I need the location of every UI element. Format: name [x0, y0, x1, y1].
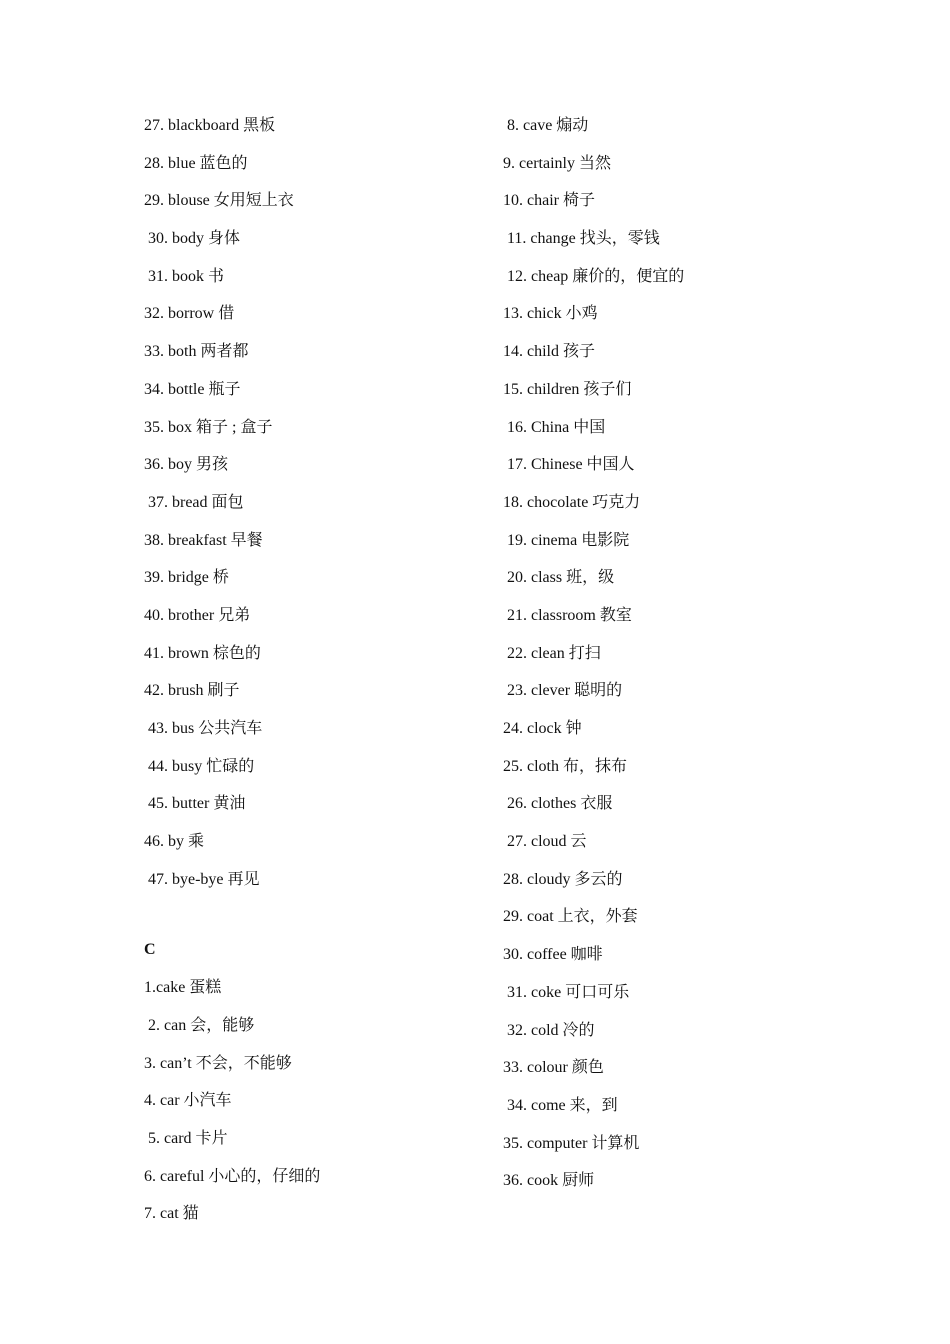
vocab-entry: 16. China 中国: [507, 418, 606, 436]
vocab-entry: 5. card 卡片: [148, 1129, 228, 1147]
section-spacer: [144, 905, 464, 938]
vocab-entry: 34. come 来，到: [507, 1096, 618, 1114]
vocab-entry: 28. blue 蓝色的: [144, 154, 248, 172]
vocab-entry: 3. can’t 不会，不能够: [144, 1054, 292, 1072]
vocab-entry: 45. butter 黄油: [148, 795, 246, 813]
vocab-entry: 43. bus 公共汽车: [148, 720, 263, 737]
vocab-entry: 30. body 身体: [148, 230, 241, 248]
vocab-entry: 9. certainly 当然: [503, 154, 611, 172]
vocab-entry: 30. coffee 咖啡: [503, 946, 603, 964]
vocab-entry: 36. boy 男孩: [144, 456, 229, 474]
vocab-entry: 27. blackboard 黑板: [144, 117, 276, 134]
vocab-entry: 14. child 孩子: [503, 343, 595, 361]
vocab-entry: 11. change 找头，零钱: [507, 230, 660, 248]
vocab-entry: 10. chair 椅子: [503, 192, 595, 210]
vocab-entry: 15. children 孩子们: [503, 380, 632, 398]
vocab-entry: 13. chick 小鸡: [503, 305, 598, 323]
vocab-entry: 33. colour 颜色: [503, 1059, 604, 1077]
vocab-entry: 32. borrow 借: [144, 305, 235, 323]
vocab-entry: 39. bridge 桥: [144, 569, 229, 587]
vocab-entry: 20. class 班，级: [507, 569, 615, 587]
vocab-entry: 32. cold 冷的: [507, 1021, 595, 1039]
vocab-entry: 41. brown 棕色的: [144, 644, 261, 662]
vocab-entry: 28. cloudy 多云的: [503, 870, 623, 888]
vocab-entry: 6. careful 小心的，仔细的: [144, 1167, 321, 1185]
vocab-entry: 24. clock 钟: [503, 720, 582, 737]
vocab-entry: 8. cave 煽动: [507, 117, 589, 134]
vocab-entry: 23. clever 聪明的: [507, 682, 623, 700]
vocab-entry: 25. cloth 布，抹布: [503, 757, 627, 775]
vocab-entry: 31. book 书: [148, 267, 225, 285]
vocab-entry: 35. box 箱子 ; 盒子: [144, 418, 273, 436]
vocab-entry: 22. clean 打扫: [507, 644, 601, 662]
vocab-entry: 33. both 两者都: [144, 343, 249, 361]
vocab-entry: 34. bottle 瓶子: [144, 380, 241, 398]
left-column: [144, 114, 464, 1240]
vocab-entry: 17. Chinese 中国人: [507, 456, 635, 474]
vocab-entry: 19. cinema 电影院: [507, 531, 630, 549]
vocab-entry: 29. blouse 女用短上衣: [144, 192, 294, 210]
section-heading: C: [144, 941, 156, 959]
vocab-entry: 31. coke 可口可乐: [507, 983, 630, 1001]
vocab-entry: 18. chocolate 巧克力: [503, 493, 641, 511]
vocab-entry: 26. clothes 衣服: [507, 795, 613, 813]
right-column: [503, 114, 833, 1207]
vocab-entry: 37. bread 面包: [148, 493, 244, 511]
vocab-entry: 7. cat 猫: [144, 1205, 199, 1223]
vocab-entry: 12. cheap 廉价的，便宜的: [507, 267, 685, 285]
vocab-entry: 27. cloud 云: [507, 833, 587, 851]
vocab-entry: 36. cook 厨师: [503, 1172, 595, 1190]
vocab-entry: 42. brush 刷子: [144, 682, 240, 700]
vocab-entry: 4. car 小汽车: [144, 1092, 232, 1110]
vocab-entry: 47. bye-bye 再见: [148, 870, 260, 888]
vocab-entry: 29. coat 上衣，外套: [503, 908, 638, 926]
vocab-entry: 40. brother 兄弟: [144, 606, 251, 624]
vocab-entry: 21. classroom 教室: [507, 606, 632, 624]
vocab-entry: 35. computer 计算机: [503, 1134, 640, 1152]
vocab-entry: 38. breakfast 早餐: [144, 531, 263, 549]
vocab-entry: 1.cake 蛋糕: [144, 979, 222, 997]
vocab-entry: 44. busy 忙碌的: [148, 757, 255, 775]
vocab-entry: 2. can 会，能够: [148, 1016, 255, 1034]
vocab-entry: 46. by 乘: [144, 833, 205, 851]
